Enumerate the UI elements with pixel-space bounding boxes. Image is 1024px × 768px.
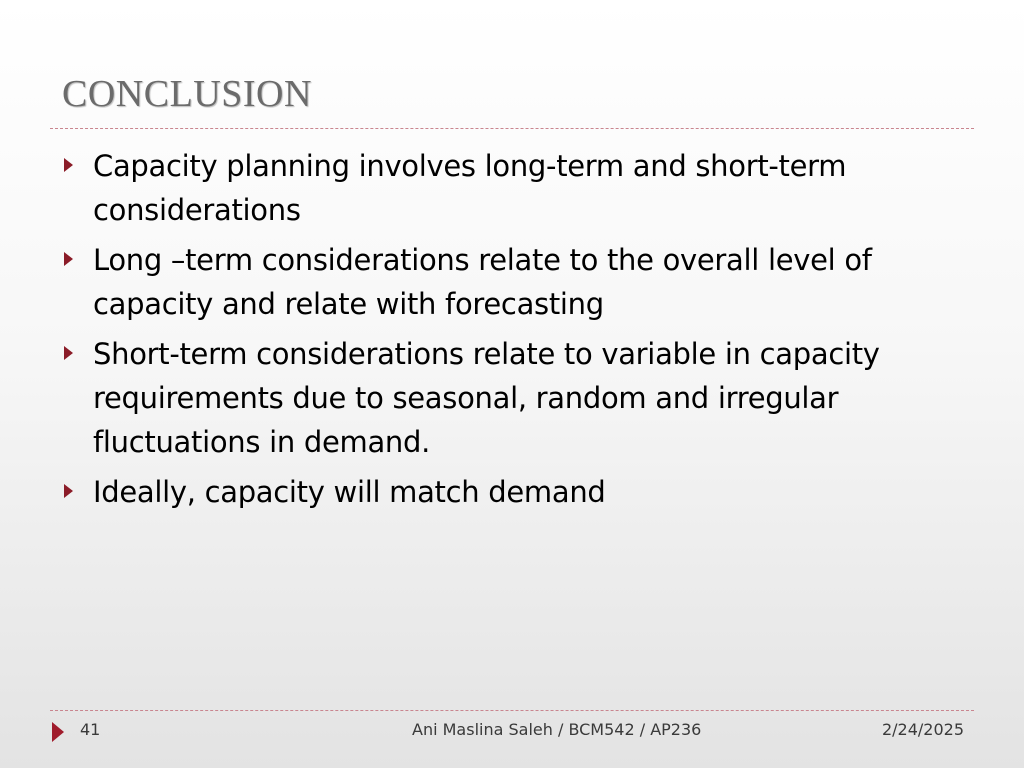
slide-title: CONCLUSION (62, 73, 312, 115)
bullet-text: Short-term considerations relate to variable in capacity requirements due to seasonal, random and irregular fluctuations in demand. (93, 337, 880, 459)
bullet-text: Capacity planning involves long-term and short-term considerations (93, 149, 847, 227)
bullet-item (60, 470, 940, 514)
bullet-text: Ideally, capacity will match demand (93, 475, 606, 509)
footer-date: 2/24/2025 (881, 720, 964, 739)
bullet-item (60, 144, 940, 232)
footer-author: Ani Maslina Saleh / BCM542 / AP236 (412, 720, 702, 739)
triangle-right-icon (64, 252, 73, 266)
triangle-right-icon (52, 722, 64, 742)
triangle-right-icon (64, 158, 73, 172)
footer-divider (50, 710, 974, 711)
triangle-right-icon (64, 484, 73, 498)
bullet-item (60, 332, 940, 464)
title-divider (50, 128, 974, 129)
bullet-text: Long –term considerations relate to the overall level of capacity and relate with forecasting (93, 243, 872, 321)
page-number: 41 (80, 720, 101, 739)
bullet-item (60, 238, 940, 326)
bullet-list (60, 144, 940, 520)
triangle-right-icon (64, 346, 73, 360)
